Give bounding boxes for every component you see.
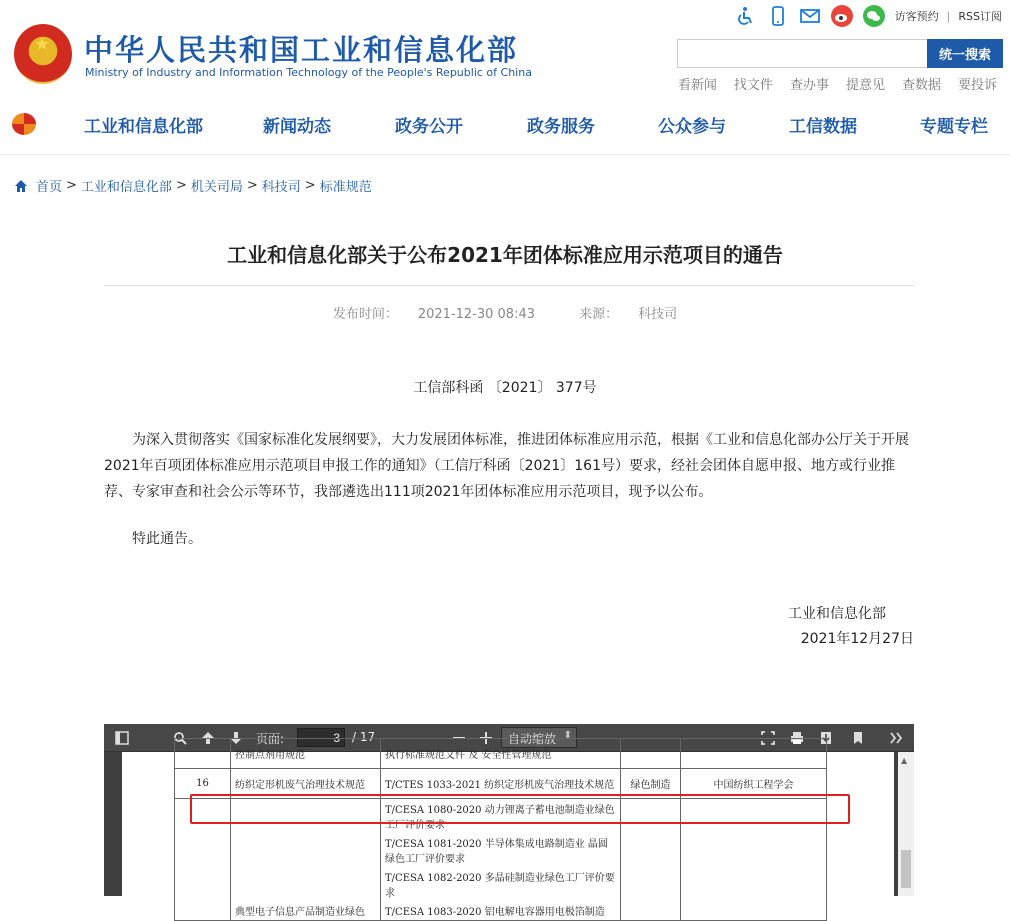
breadcrumb-tech-dept[interactable]: 科技司 [261, 180, 301, 195]
search-input[interactable] [677, 39, 927, 68]
breadcrumb-standards[interactable]: 标准规范 [319, 180, 372, 195]
quick-link-feedback[interactable]: 提意见 [845, 78, 885, 93]
page-total: / 17 [352, 730, 376, 744]
table-cell-name: 控制点剂用规范 [231, 739, 381, 769]
quick-link-complaint[interactable]: 要投诉 [957, 78, 997, 93]
document-number: 工信部科函 〔2021〕 377号 [413, 380, 597, 396]
table-cell-cat [621, 799, 681, 921]
quick-link-services[interactable]: 查办事 [789, 78, 829, 93]
nav-item-gov-affairs[interactable]: 政务公开 [395, 117, 463, 137]
table-cell-std: T/CESA 1081-2020 半导体集成电路制造业 晶圆绿色工厂评价要求 [381, 833, 621, 867]
table-cell-name: 纺织定形机废气治理技术规范 [231, 769, 381, 799]
publish-time-label: 发布时间： [332, 307, 398, 322]
pdf-page [122, 750, 894, 918]
home-icon [14, 179, 28, 193]
table-cell-org [681, 739, 827, 769]
site-header [0, 0, 1010, 155]
nav-logo-icon [12, 113, 36, 135]
table-cell-std: T/CESA 1080-2020 动力锂离子蓄电池制造业绿色工厂评价要求 [381, 799, 621, 834]
article-closing: 特此通告。 [132, 531, 202, 547]
table-cell-std: T/CESA 1083-2020 铝电解电容器用电极箔制造 [381, 901, 621, 921]
signer: 工业和信息化部 [788, 606, 886, 622]
table-row [175, 739, 827, 769]
table-cell-no [175, 799, 231, 921]
source: 科技司 [638, 307, 678, 322]
top-utility-bar [735, 4, 1010, 28]
breadcrumb-ministry[interactable]: 工业和信息化部 [80, 180, 172, 195]
mail-icon[interactable] [799, 5, 821, 27]
top-link-separator: | [946, 9, 951, 23]
table-cell-cat: 绿色制造 [621, 769, 681, 799]
pdf-scrollbar[interactable] [898, 752, 914, 896]
title-divider [104, 285, 914, 286]
nav-item-gov-services[interactable]: 政务服务 [527, 117, 595, 137]
search-button[interactable]: 统一搜索 [927, 39, 1003, 68]
table-row [175, 799, 827, 834]
site-subtitle: Ministry of Industry and Information Technology of the People's Republic of China [85, 66, 532, 79]
zoom-select[interactable]: 自动缩放 ⬍ [501, 727, 577, 748]
table-cell-no [175, 739, 231, 769]
table-cell-std: 执行标准规范文件 及 安全性管理规范 [381, 739, 621, 769]
nav-item-topics[interactable]: 专题专栏 [920, 117, 988, 137]
scroll-thumb[interactable] [901, 850, 911, 888]
breadcrumb: 首页 > 工业和信息化部 > 机关司局 > 科技司 > 标准规范 [14, 176, 372, 195]
table-cell-std: T/CESA 1082-2020 多晶硅制造业绿色工厂评价要求 [381, 867, 621, 901]
quick-link-news[interactable]: 看新闻 [677, 78, 717, 93]
accessibility-icon[interactable] [735, 5, 757, 27]
publish-time: 2021-12-30 08:43 [417, 307, 535, 322]
table-cell-no: 16 [175, 769, 231, 799]
weibo-icon[interactable] [831, 5, 853, 27]
quick-links [661, 74, 997, 93]
tools-icon[interactable] [886, 728, 906, 748]
quick-link-data[interactable]: 查数据 [901, 78, 941, 93]
quick-link-files[interactable]: 找文件 [733, 78, 773, 93]
nav-item-data[interactable]: 工信数据 [789, 117, 857, 137]
national-emblem-logo[interactable] [14, 24, 72, 84]
site-title[interactable]: 中华人民共和国工业和信息化部 [84, 33, 519, 67]
table-cell-org [681, 799, 827, 921]
article-meta [0, 303, 1010, 322]
table-cell-std: T/CTES 1033-2021 纺织定形机废气治理技术规范 [381, 769, 621, 799]
standards-table [174, 738, 827, 921]
wechat-icon[interactable] [863, 5, 885, 27]
nav-item-public[interactable]: 公众参与 [658, 117, 726, 137]
nav-item-ministry[interactable]: 工业和信息化部 [84, 117, 203, 137]
sidebar-toggle-icon[interactable] [112, 728, 132, 748]
article-title: 工业和信息化部关于公布2021年团体标准应用示范项目的通告 [227, 243, 783, 267]
visitor-appointment-link[interactable]: 访客预约 [894, 10, 939, 23]
table-cell-org: 中国纺织工程学会 [681, 769, 827, 799]
nav-item-news[interactable]: 新闻动态 [263, 117, 331, 137]
rss-link[interactable]: RSS订阅 [958, 10, 1002, 23]
scroll-up-icon[interactable]: ▲ [901, 756, 908, 765]
table-row [175, 769, 827, 799]
search-bar [677, 39, 1003, 68]
breadcrumb-departments[interactable]: 机关司局 [190, 180, 243, 195]
source-label: 来源： [579, 307, 619, 322]
article-body: 为深入贯彻落实《国家标准化发展纲要》，大力发展团体标准，推进团体标准应用示范，根据《工业和信息化部办公厅关于开展2021年百项团体标准应用示范项目申报工作的通知》（工信厅科函〔2021〕161号）要求，经社会团体自愿申报、地方或行业推荐、专家审查和社会公示等环节，我部遴选出111项2021年团体标准应用示范项目，现予以公布。 [104, 432, 909, 500]
pdf-viewer [104, 724, 914, 918]
sign-date: 2021年12月27日 [800, 631, 914, 647]
table-cell-name: 典型电子信息产品制造业绿色 [231, 799, 381, 921]
breadcrumb-home[interactable]: 首页 [36, 180, 63, 195]
table-cell-cat [621, 739, 681, 769]
bookmark-icon[interactable] [848, 728, 868, 748]
mobile-icon[interactable] [767, 5, 789, 27]
main-nav [0, 104, 1010, 144]
page-label: 页面: [256, 732, 285, 746]
